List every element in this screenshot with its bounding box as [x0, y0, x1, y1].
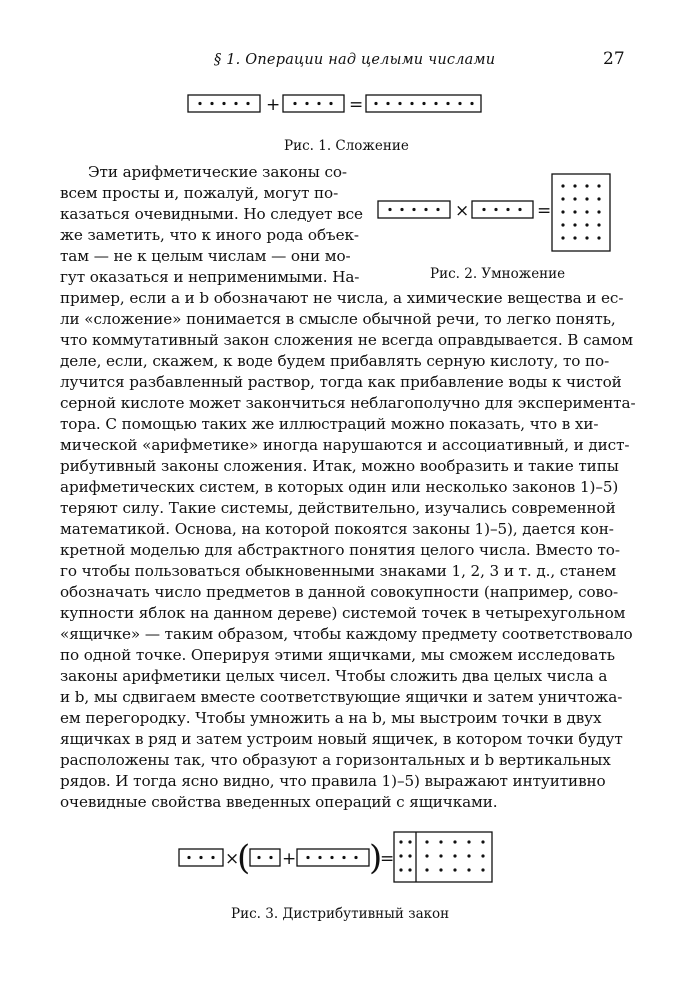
distributive-b-dots — [257, 856, 272, 859]
factor-b-box — [472, 201, 533, 218]
product-dots — [561, 184, 600, 239]
addend-b-box — [283, 95, 344, 112]
equals-sign: = — [349, 95, 364, 115]
text-line: «ящичке» — таким образом, чтобы каждому предмету соответствовало — [60, 625, 633, 643]
figure-multiplication — [374, 172, 614, 254]
dot — [458, 102, 461, 105]
text-line: го чтобы пользоваться обыкновенными знаками 1, 2, 3 и т. д., станем — [60, 562, 617, 580]
figure-3-caption: Рис. 3. Дистрибутивный закон — [231, 906, 450, 922]
dot — [597, 184, 600, 187]
dot — [597, 236, 600, 239]
text-line: и b, мы сдвигаем вместе соответствующие ящички и затем уничтожа- — [60, 688, 623, 706]
dot — [408, 840, 411, 843]
dot — [481, 854, 484, 857]
addend-a-dots — [198, 102, 249, 105]
text-line: математикой. Основа, на которой покоятся законы 1)–5), дается кон- — [60, 520, 614, 538]
text-line: тора. С помощью таких же иллюстраций можно показать, что в хи- — [60, 415, 599, 433]
factor-b-dots — [482, 208, 521, 211]
dot — [425, 868, 428, 871]
distributive-b-box — [250, 849, 280, 866]
dot — [467, 868, 470, 871]
dot — [439, 840, 442, 843]
text-line: что коммутативный закон сложения не всегда оправдывается. В самом — [60, 331, 633, 349]
dot — [439, 868, 442, 871]
dot — [597, 210, 600, 213]
text-line: мической «арифметике» иногда нарушаются и ассоциативный, и дист- — [60, 436, 630, 454]
dot — [425, 840, 428, 843]
text-line: купности яблок на данном дереве) системой точек в четырехугольном — [60, 604, 626, 622]
dot — [269, 856, 272, 859]
text-line: там — не к целым числам — они мо- — [60, 247, 351, 265]
dot — [257, 856, 260, 859]
distributive-result-box — [394, 832, 492, 882]
text-line: арифметических систем, в которых один или несколько законов 1)–5) — [60, 478, 619, 496]
dot — [398, 102, 401, 105]
dot — [481, 868, 484, 871]
addend-b-dots — [293, 102, 332, 105]
dot — [211, 856, 214, 859]
dot — [453, 868, 456, 871]
text-line: пример, если a и b обозначают не числа, а химические вещества и ес- — [60, 289, 624, 307]
figure-distributive — [176, 830, 496, 886]
dot — [481, 840, 484, 843]
figure-addition-diagram — [186, 92, 486, 118]
dot — [408, 868, 411, 871]
dot — [585, 223, 588, 226]
text-line: ли «сложение» понимается в смысле обычной речи, то легко понять, — [60, 310, 616, 328]
dot — [222, 102, 225, 105]
text-line: расположены так, что образуют a горизонтальных и b вертикальных — [60, 751, 611, 769]
dot — [198, 102, 201, 105]
figure-1-caption: Рис. 1. Сложение — [284, 138, 409, 154]
equals-sign-2: = — [537, 201, 552, 221]
dot — [318, 856, 321, 859]
text-line: ящичках в ряд и затем устроим новый ящичек, в котором точки будут — [60, 730, 623, 748]
dot — [408, 854, 411, 857]
dot — [585, 236, 588, 239]
dot — [422, 102, 425, 105]
dot — [293, 102, 296, 105]
text-line: очевидные свойства введенных операций с ящичками. — [60, 793, 498, 811]
dot — [354, 856, 357, 859]
text-line: Эти арифметические законы со- — [88, 163, 347, 181]
dot — [573, 197, 576, 200]
plus-sign-3: + — [282, 849, 297, 869]
text-line: серной кислоте может закончиться неблагополучно для эксперимента- — [60, 394, 636, 412]
dot — [446, 102, 449, 105]
dot — [506, 208, 509, 211]
dot — [210, 102, 213, 105]
dot — [305, 102, 308, 105]
dot — [470, 102, 473, 105]
text-line: обозначать число предметов в данной совокупности (например, сово- — [60, 583, 619, 601]
text-line: казаться очевидными. Но следует все — [60, 205, 363, 223]
dot — [400, 208, 403, 211]
dot — [561, 210, 564, 213]
dot — [246, 102, 249, 105]
dot — [317, 102, 320, 105]
dot — [342, 856, 345, 859]
times-sign: × — [455, 201, 470, 221]
dot — [597, 197, 600, 200]
dot — [412, 208, 415, 211]
figure-2-caption: Рис. 2. Умножение — [430, 266, 566, 282]
text-line: гут оказаться и неприменимыми. На- — [60, 268, 360, 286]
dot — [561, 236, 564, 239]
dot — [425, 854, 428, 857]
dot — [573, 223, 576, 226]
dot — [518, 208, 521, 211]
times-sign-3: × — [225, 849, 240, 869]
dot — [597, 223, 600, 226]
dot — [424, 208, 427, 211]
dot — [187, 856, 190, 859]
dot — [386, 102, 389, 105]
dot — [561, 184, 564, 187]
dot — [234, 102, 237, 105]
dot — [434, 102, 437, 105]
text-line: по одной точке. Оперируя этими ящичками, мы сможем исследовать — [60, 646, 615, 664]
text-line: же заметить, что к иного рода объек- — [60, 226, 359, 244]
dot — [436, 208, 439, 211]
figure-distributive-diagram — [176, 830, 496, 886]
dot — [453, 840, 456, 843]
text-line: рядов. И тогда ясно видно, что правила 1)–5) выражают интуитивно — [60, 772, 606, 790]
text-line: лучится разбавленный раствор, тогда как прибавление воды к чистой — [60, 373, 622, 391]
distributive-result-dots — [399, 840, 484, 871]
running-head: § 1. Операции над целыми числами — [214, 52, 496, 68]
equals-sign-3: = — [380, 849, 395, 869]
figure-multiplication-diagram — [374, 172, 614, 254]
dot — [329, 102, 332, 105]
close-paren: ) — [369, 838, 383, 878]
product-box — [552, 174, 610, 251]
dot — [439, 854, 442, 857]
plus-sign: + — [266, 95, 281, 115]
dot — [467, 854, 470, 857]
dot — [399, 868, 402, 871]
factor-a-dots — [388, 208, 439, 211]
dot — [410, 102, 413, 105]
text-line: рибутивный законы сложения. Итак, можно вообразить и такие типы — [60, 457, 619, 475]
open-paren: ( — [237, 838, 251, 878]
dot — [306, 856, 309, 859]
dot — [453, 854, 456, 857]
text-line: кретной моделью для абстрактного понятия целого числа. Вместо то- — [60, 541, 620, 559]
dot — [585, 210, 588, 213]
page-header — [0, 49, 685, 74]
page-number: 27 — [603, 49, 625, 69]
dot — [585, 197, 588, 200]
dot — [399, 840, 402, 843]
figure-addition — [186, 92, 486, 118]
dot — [573, 236, 576, 239]
distributive-a-dots — [187, 856, 214, 859]
dot — [467, 840, 470, 843]
distributive-c-dots — [306, 856, 357, 859]
text-line: теряют силу. Такие системы, действительно, изучались современной — [60, 499, 616, 517]
dot — [573, 210, 576, 213]
dot — [388, 208, 391, 211]
text-line: законы арифметики целых чисел. Чтобы сложить два целых числа a — [60, 667, 608, 685]
dot — [482, 208, 485, 211]
dot — [374, 102, 377, 105]
sum-dots — [374, 102, 473, 105]
dot — [330, 856, 333, 859]
text-line: ем перегородку. Чтобы умножить a на b, мы выстроим точки в двух — [60, 709, 602, 727]
dot — [561, 223, 564, 226]
dot — [399, 854, 402, 857]
dot — [561, 197, 564, 200]
dot — [585, 184, 588, 187]
text-line: деле, если, скажем, к воде будем прибавлять серную кислоту, то по- — [60, 352, 610, 370]
dot — [494, 208, 497, 211]
dot — [573, 184, 576, 187]
text-line: всем просты и, пожалуй, могут по- — [60, 184, 339, 202]
dot — [199, 856, 202, 859]
